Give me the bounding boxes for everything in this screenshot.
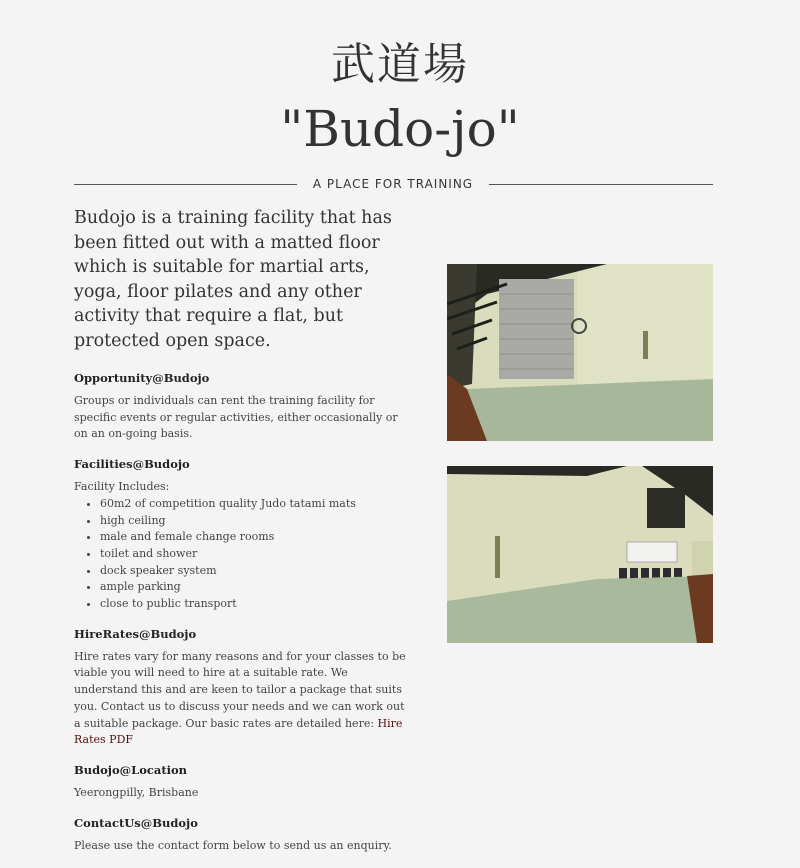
intro-paragraph: Budojo is a training facility that has been fitted out with a matted floor which is suitable for martial arts, yoga, floor pilates and any other activity that require a flat, but protected open space. — [74, 208, 392, 351]
hire-heading: HireRates@Budojo — [74, 626, 197, 641]
dojo-photo-chairs — [447, 466, 713, 643]
list-item: • male and female change rooms — [100, 529, 414, 546]
hire-text-body: Hire rates vary for many reasons and for your classes to be viable you will need to hire at a suitable rate. We understand this and are keen to tailor a package that suits you. Contact us to discuss your needs and we can work out a suitable package. Our basic rates are detailed here: — [74, 649, 406, 730]
list-item: • dock speaker system — [100, 563, 414, 580]
section-opportunity — [74, 371, 414, 443]
contact-heading: ContactUs@Budojo — [74, 815, 198, 830]
tagline: A PLACE FOR TRAINING — [312, 177, 474, 191]
main-content — [74, 206, 414, 868]
hire-rates-pdf-link[interactable]: Hire Rates PDF — [74, 716, 403, 747]
section-hire-rates — [74, 627, 414, 749]
list-item: • toilet and shower — [100, 546, 414, 563]
facilities-list — [74, 496, 414, 613]
divider-right — [489, 184, 713, 185]
list-item: • high ceiling — [100, 513, 414, 530]
section-location — [74, 763, 414, 802]
dojo-photo-roller-door — [447, 264, 713, 441]
page-title: "Budo-jo" — [280, 100, 520, 158]
facilities-heading: Facilities@Budojo — [74, 457, 190, 472]
opportunity-heading: Opportunity@Budojo — [74, 371, 210, 385]
list-item: • close to public transport — [100, 596, 414, 613]
section-contact — [74, 816, 414, 855]
site-kanji: 武道場 — [331, 39, 469, 90]
list-item: • 60m2 of competition quality Judo tatami mats — [100, 496, 414, 513]
location-text: Yeerongpilly, Brisbane — [74, 785, 199, 799]
opportunity-text: Groups or individuals can rent the training facility for specific events or regular activities, either occasionally or on an on-going basis. — [74, 394, 398, 441]
contact-text: Please use the contact form below to send us an enquiry. — [74, 838, 392, 852]
section-facilities — [74, 457, 414, 613]
facilities-intro: Facility Includes: — [74, 480, 170, 494]
location-heading: Budojo@Location — [74, 762, 188, 777]
divider-left — [74, 184, 297, 185]
hire-text — [74, 649, 414, 749]
list-item: • ample parking — [100, 579, 414, 596]
